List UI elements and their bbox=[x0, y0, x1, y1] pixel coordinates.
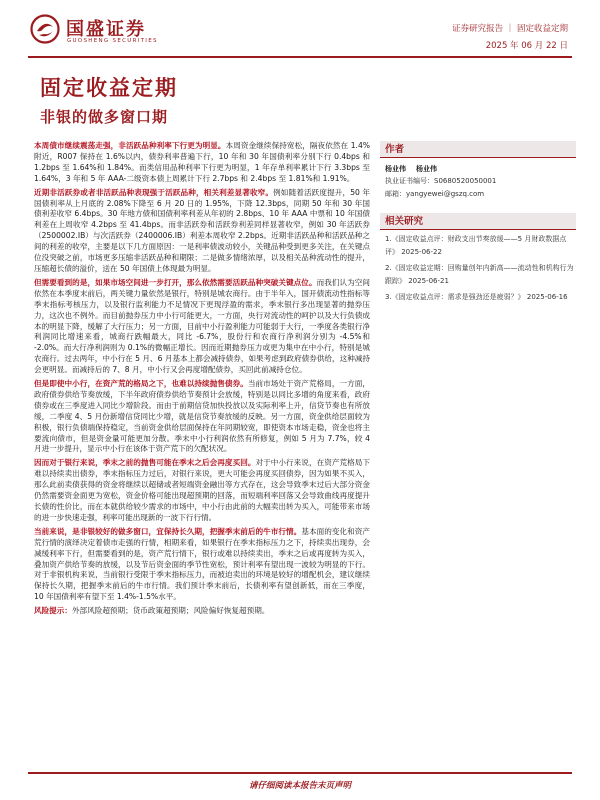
paragraph-lead: 风险提示： bbox=[34, 606, 72, 616]
analyst-names bbox=[380, 164, 576, 175]
header-divider bbox=[28, 56, 572, 58]
paragraph-2 bbox=[34, 188, 370, 275]
logo-chinese-name: 国盛证券 bbox=[66, 19, 146, 40]
report-date: 2025 年 06 月 22 日 bbox=[485, 41, 568, 51]
main-body bbox=[34, 141, 370, 620]
paragraph-lead: 当前来说，是非银较好的做多窗口，宜保持长久期，把握季末前后的牛市行情。 bbox=[34, 526, 302, 536]
analyst-name: 杨业伟 bbox=[416, 165, 437, 173]
paragraph-text: 外部风险超预期；货币政策超预期；风险偏好恢复超预期。 bbox=[71, 606, 270, 616]
footer-disclaimer: 请仔细阅读本报告末页声明 bbox=[248, 781, 351, 791]
certificate-number: 执业证书编号：S0680520050001 bbox=[385, 177, 497, 185]
paragraph-text: 基本面的变化和资产荒行情的演绎决定着债市走强的行情，相期来看，如果银行在季末指标压力之下，持续卖出现券，会减缓利率下行，但需要看到的是，资产荒行情下，银行或难以持续卖出，季末之后或再度转为买入，叠加资产供给节奏的放缓，以及节后资金面的季节性宽松，预计利率有望出现一波较为明显的下行。对于非银机构来说，当前银行受限于季末指标压力，而被迫卖出的环境是较好的增配机会，建议继续保持长久期，把握季末前后的牛市行情。我们预计季末前后，长债利率有望创新低，而在三季度，10 年国债利率有望下至 1.4%-1.5%水平。 bbox=[34, 526, 371, 602]
related-report-link[interactable]: 3.《固定收益点评：需求是强劲还是疲弱？》 2025-06-16 bbox=[385, 293, 568, 301]
analyst-email[interactable]: 邮箱：yangyewei@gszq.com bbox=[385, 190, 485, 198]
paragraph-text: 而我们认为空间依然在本季度末前后，两关键力量依然是银行，特别是城农商行。由于半年入，国开债流动性指标等季末指标考核压力，以及银行监利能力不足情况下更现浮盈的需求，季末银行多出现显著的抛券压力，这次也不例外。而目前抛券压力中小行可能更大，一方面，央行对流动性的呵护以及大行负债成本的明显下降，缓解了大行压力；另一方面，目前中小行盈利能力可能弱于大行，一季度各类银行净利润同比增速来看，城商行跌幅最大，同比 -6.7%，股份行和农商行净利润分别为 -4.5%和 -2.0%。而大行净利润则为 0.1%的微幅正增长。因而近期抛券压力或更为集中在中小行，特别是城农商行。过去两年，中小行在 5 月、6 月基本上都会减持债券，如果考虑到政府债券供给，这种减持会更明显。而减持后的 7、8 月，中小行又会再度增配债券，买回此前减持仓位。 bbox=[34, 277, 370, 375]
paragraph-3 bbox=[34, 278, 370, 376]
paragraph-6 bbox=[34, 527, 370, 603]
paragraph-lead: 本周债市继续震荡走强，非活跃品种利率下行更为明显。 bbox=[34, 141, 226, 150]
company-logo bbox=[30, 14, 170, 50]
report-type: 证券研究报告 ｜ 固定收益定期 bbox=[452, 24, 568, 34]
paragraph-lead: 但是即使中小行，在资产荒的格局之下，也难以持续抛售债券。 bbox=[34, 379, 248, 389]
page-title: 固定收益定期 bbox=[40, 76, 178, 100]
logo-emblem-icon bbox=[30, 14, 60, 44]
paragraph-lead: 但需要看到的是，如果市场空间进一步打开，那么依然需要活跃品种突破关键点位。 bbox=[34, 277, 317, 287]
risk-warning bbox=[34, 606, 370, 617]
paragraph-4 bbox=[34, 379, 370, 455]
authors-heading: 作者 bbox=[380, 141, 576, 158]
paragraph-5 bbox=[34, 458, 370, 523]
sidebar bbox=[380, 141, 576, 304]
paragraph-text: 对于中小行来说，在资产荒格局下难以持续卖出债券，季末指标压力过后，对银行来说，更大可能会再度买回债券，因为如果不买入，那么此前卖债获得的资金将继续以超储或者短端资金融出等方式存在，这会导致季末过后大部分资金仍然需要资金面更为宽松，资金价格可能出现超预期的回落，而短端利率回落又会导致曲线再度提升长债的性价比，而在本就供给较少需求的市场中，中小行由此前的大幅卖出转为买入，可能带来市场的进一步快速走强，利率可能出现新的一波下行行情。 bbox=[34, 458, 370, 522]
footer-divider bbox=[28, 772, 572, 774]
analyst-name: 杨业伟 bbox=[385, 165, 406, 173]
paragraph-1 bbox=[34, 141, 370, 185]
related-report-link[interactable]: 2.《固定收益定期：回购量创年内新高——流动性和机构行为跟踪》 2025-06-21 bbox=[385, 264, 574, 285]
page-subtitle: 非银的做多窗口期 bbox=[40, 108, 169, 126]
paragraph-text: 当前市场处于资产荒格局，一方面，政府债券供给节奏放缓，下半年政府债券供给节奏预计会放缓，特别是以同比多增的角度来看，政府债券或在三季度进入同比少增阶段。而由于前期信贷加快投放以及实际利率上升，信贷节奏也有所放缓，二季度 4、5 月份新增信贷同比少增，就是信贷节奏放缓的反映。另一方面，资金供给层面较为积极，银行负债端保持稳定，当前资金供给层面保持在年同期较宽，即使资本市场走稳，资金也将主要流向债市，但是资金量可能更加分散。季末中小行利润依然有所修复，例如 5 月为 7.7%，较 4 月进一步提升，显示中小行在该体于资产荒下的欠配状况。 bbox=[34, 379, 370, 454]
related-research-heading: 相关研究 bbox=[380, 213, 576, 230]
paragraph-text: 例如随着活跃度提升，50 年国债利率从上月底的 2.08%下降至 6 月 20 日的 1.95%，下降 12.3bps，同期 50 年和 30 年国债利差收窄 6.4bps。30 年地方债和国债利率利差从年初的 2.8bps、10 年 AAA 中票和 10 年国债利差在上周收窄 4.2bps 至 41.4bps。而非活跃券和活跃券利差同样显著收窄，例如 30 年活跃券（2500002.IB）与次活跃券（2400006.IB）利差本周收窄 2.2bps。近期非活跃品种和活跃品种之间的利差的收窄，主要是以下几方面原因：一是利率债波动较小，关键品种受到更多关注，在关键点位没突破之前，市场更多压缩非活跃品种和期限；二是做多情绪浓厚，以及相关品种流动性的提升，压缩超长债的溢价，送在 50 年国债上体现最为明显。 bbox=[34, 187, 371, 273]
related-report-link[interactable]: 1.《固定收益点评：财政支出节奏放缓——5 月财政数据点评》 2025-06-22 bbox=[385, 235, 567, 256]
paragraph-text: 本周资金继续保持宽松，隔夜依然在 1.4%附近，R007 保持在 1.6%以内，债券利率普遍下行，10 年和 30 年国债利率分别下行 0.4bps 和 1.2bps 至 1.64%和 1.84%。而类信用品种利率下行更为明显，1 年存单利率累计下行 3.3bps 至 1.64%，3 年和 5 年 AAA-二级资本债上周累计下行 2.7bps 和 2.4bps 至 1.81%和 1.91%。 bbox=[34, 141, 370, 183]
paragraph-lead: 因而对于银行来说，季末之前的抛售可能在季末之后会再度买回。 bbox=[34, 458, 256, 468]
paragraph-lead: 近期非活跃券或者非活跃品种表现强于活跃品种，相关利差显著收窄。 bbox=[34, 187, 274, 197]
page-header bbox=[0, 0, 600, 56]
logo-english-name: GUOSHENG SECURITIES bbox=[67, 38, 158, 44]
